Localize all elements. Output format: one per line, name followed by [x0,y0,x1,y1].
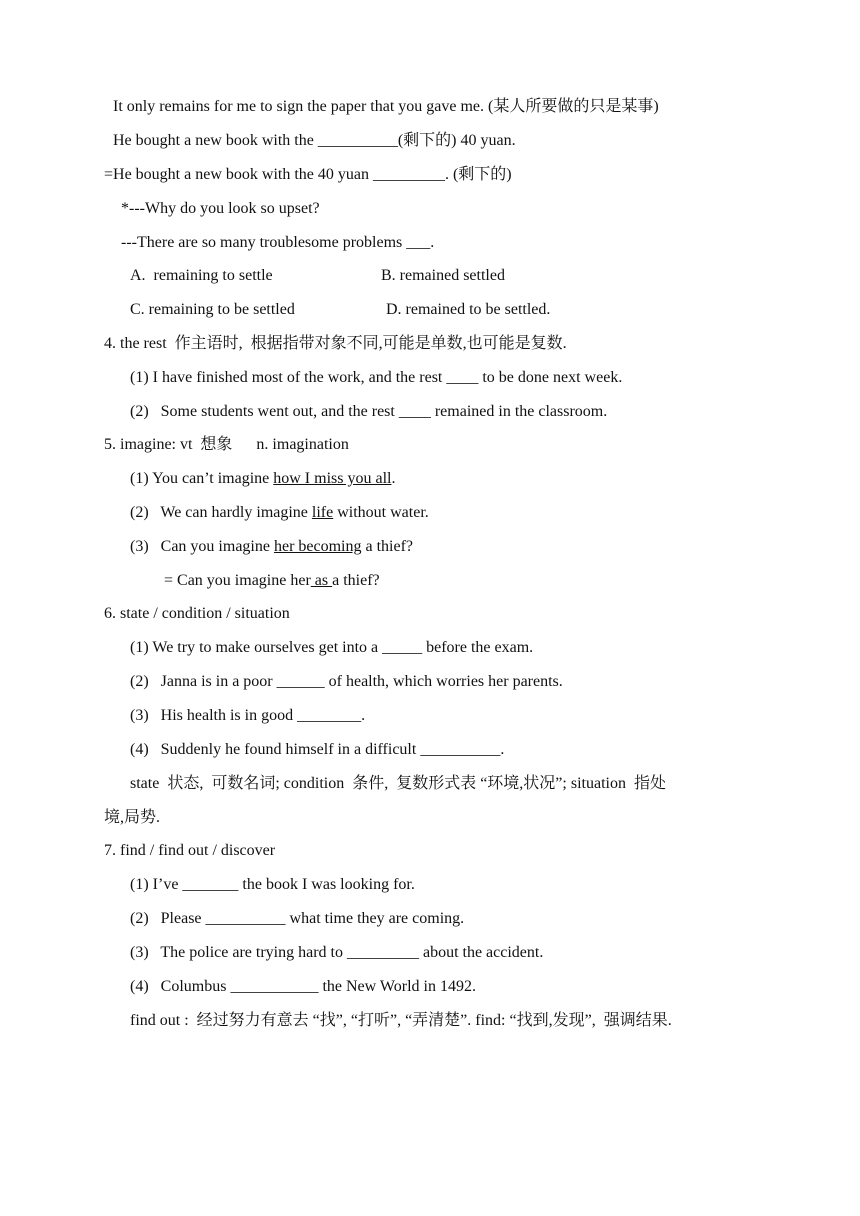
section-heading: 6. state / condition / situation [104,605,290,622]
text-segment: a thief? [361,538,414,555]
example-item [164,571,380,591]
dialogue-line: *---Why do you look so upset? [121,200,320,217]
choice-option: C. remaining to be settled [130,301,295,318]
exercise-item: (1) I’ve _______ the book I was looking for. [130,876,415,893]
explanation-text: 境,局势. [104,809,161,826]
text-segment: (1) You can’t imagine [130,470,274,487]
exercise-item: (3) The police are trying hard to _________ about the accident. [130,944,544,961]
section-heading: 4. the rest 作主语时, 根据指带对象不同,可能是单数,也可能是复数. [104,335,567,352]
choice-option: D. remained to be settled. [386,301,551,318]
text-segment: (2) We can hardly imagine [130,504,312,521]
exercise-sentence: =He bought a new book with the 40 yuan _________. (剩下的) [104,166,512,183]
section-heading: 5. imagine: vt 想象 n. imagination [104,436,349,453]
exercise-item: (1) We try to make ourselves get into a _____ before the exam. [130,639,534,656]
example-item [130,503,429,523]
exercise-item: (4) Suddenly he found himself in a difficult __________. [130,741,505,758]
underlined-phrase: her becoming [273,538,362,555]
exercise-item: (2) Please __________ what time they are coming. [130,910,465,927]
dialogue-line: ---There are so many troublesome problems ___. [121,234,435,251]
example-item [130,469,395,489]
exercise-item: (1) I have finished most of the work, and the rest ____ to be done next week. [130,369,623,386]
explanation-text: state 状态, 可数名词; condition 条件, 复数形式表 “环境,状况”; situation 指处 [130,775,666,792]
underlined-phrase: life [311,504,334,521]
text-segment: a thief? [332,572,380,589]
exercise-sentence: He bought a new book with the __________(剩下的) 40 yuan. [113,132,516,149]
example-sentence: It only remains for me to sign the paper that you gave me. (某人所要做的只是某事) [113,98,659,115]
exercise-item: (2) Janna is in a poor ______ of health, which worries her parents. [130,673,563,690]
exercise-item: (2) Some students went out, and the rest ____ remained in the classroom. [130,403,608,420]
text-segment: (3) Can you imagine [130,538,274,555]
text-segment: without water. [333,504,429,521]
exercise-item: (4) Columbus ___________ the New World in 1492. [130,978,476,995]
choice-option: B. remained settled [381,267,505,284]
exercise-item: (3) His health is in good ________. [130,707,366,724]
example-item [130,537,413,557]
underlined-phrase: as [310,572,333,589]
underlined-phrase: how I miss you all [273,470,392,487]
section-heading: 7. find / find out / discover [104,842,276,859]
explanation-text: find out : 经过努力有意去 “找”, “打听”, “弄清楚”. find: “找到,发现”, 强调结果. [130,1012,672,1029]
choice-option: A. remaining to settle [130,267,273,284]
text-segment: = Can you imagine her [164,572,311,589]
text-segment: . [391,470,396,487]
